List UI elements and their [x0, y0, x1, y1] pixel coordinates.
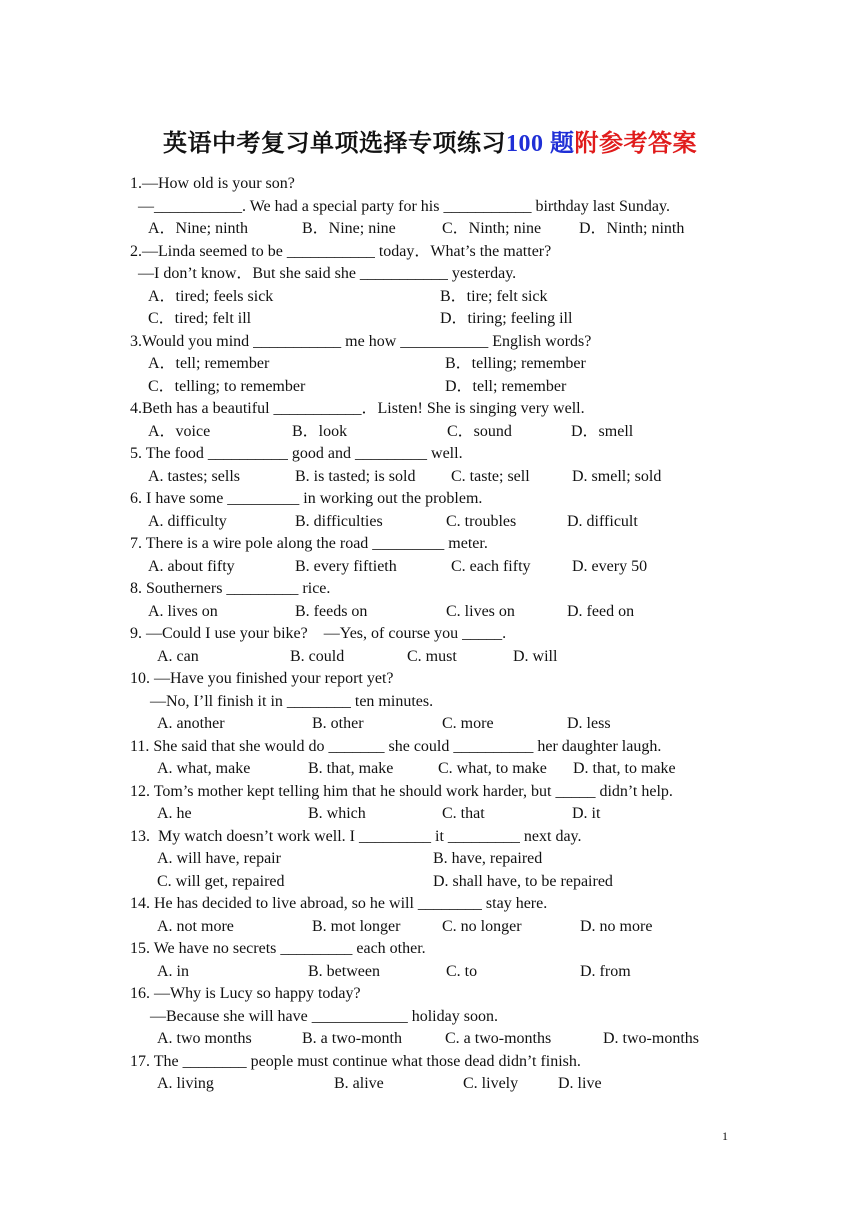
option-c: C. must — [407, 647, 457, 665]
option-b: B．tire; felt sick — [440, 287, 548, 305]
option-a: A. in — [157, 962, 189, 980]
option-c: C. what, to make — [438, 760, 547, 777]
option-b: B. that, make — [308, 760, 394, 777]
options-row — [130, 218, 750, 241]
options-row — [130, 713, 750, 736]
question-stem: 6. I have some _________ in working out the problem. — [130, 490, 483, 507]
question-list — [130, 173, 750, 1096]
option-c: C. each fifty — [451, 557, 531, 575]
option-b: B．Nine; nine — [302, 220, 396, 237]
option-b: B. is tasted; is sold — [295, 467, 416, 485]
question-stem: 2.—Linda seemed to be ___________ today．What’s the matter? — [130, 242, 552, 260]
option-d: D. two-months — [603, 1030, 699, 1047]
option-a: A. difficulty — [148, 512, 227, 530]
question-stem: 4.Beth has a beautiful ___________．Listen! She is singing very well. — [130, 400, 585, 417]
option-d: D. less — [567, 715, 611, 732]
options-row — [130, 353, 750, 376]
option-d: D. no more — [580, 917, 653, 935]
question-stem: 13. My watch doesn’t work well. I _________ it _________ next day. — [130, 827, 582, 845]
option-d: D. live — [558, 1075, 602, 1092]
option-a: A. two months — [157, 1030, 252, 1047]
option-d: D. from — [580, 962, 631, 980]
options-row — [130, 421, 750, 444]
option-c: C. troubles — [446, 512, 517, 530]
options-row — [130, 646, 750, 669]
option-b: B．look — [292, 422, 348, 440]
option-b: B. other — [312, 715, 364, 732]
question-stem: —No, I’ll finish it in ________ ten minutes. — [130, 692, 434, 710]
option-a: A. he — [157, 805, 192, 822]
options-row — [130, 848, 750, 871]
option-b: B. feeds on — [295, 602, 368, 620]
question-stem: 10. —Have you finished your report yet? — [130, 670, 394, 687]
option-c: C．tired; felt ill — [148, 310, 252, 327]
option-a: A. about fifty — [148, 557, 235, 575]
question-stem: 15. We have no secrets _________ each other. — [130, 940, 426, 957]
options-row — [130, 1028, 750, 1051]
option-b: B. every fiftieth — [295, 557, 397, 575]
question-stem: 5. The food __________ good and _________ well. — [130, 445, 463, 462]
question-stem: 12. Tom’s mother kept telling him that he should work harder, but _____ didn’t help. — [130, 782, 673, 800]
option-c: C. to — [446, 962, 478, 980]
options-row — [130, 871, 750, 894]
question-stem: 9. —Could I use your bike? —Yes, of course you _____. — [130, 625, 507, 642]
question-stem: 14. He has decided to live abroad, so he will ________ stay here. — [130, 895, 548, 912]
question-stem: —___________. We had a special party for his ___________ birthday last Sunday. — [130, 197, 670, 215]
option-c: C. lively — [463, 1075, 519, 1092]
option-b: B. could — [290, 647, 345, 665]
option-c: C. a two-months — [445, 1030, 552, 1047]
question-stem: 1.—How old is your son? — [130, 175, 295, 192]
options-row — [130, 803, 750, 826]
question-stem: 11. She said that she would do _______ she could __________ her daughter laugh. — [130, 737, 662, 755]
option-a: A. living — [157, 1075, 214, 1092]
option-d: D. feed on — [567, 602, 635, 620]
option-a: A．tell; remember — [148, 355, 270, 372]
option-d: D．smell — [571, 422, 634, 440]
question-stem: 16. —Why is Lucy so happy today? — [130, 985, 361, 1002]
options-row — [130, 286, 750, 309]
options-row — [130, 961, 750, 984]
option-b: B. between — [308, 962, 380, 980]
option-c: C．Ninth; nine — [442, 220, 542, 237]
option-a: A．tired; feels sick — [148, 287, 274, 305]
option-a: A. what, make — [157, 760, 251, 777]
option-b: B. have, repaired — [433, 850, 543, 867]
option-a: A．voice — [148, 422, 211, 440]
option-a: A. tastes; sells — [148, 467, 240, 485]
option-a: A. lives on — [148, 602, 218, 620]
option-d: D. it — [572, 805, 601, 822]
option-a: A. not more — [157, 917, 234, 935]
options-row — [130, 1073, 750, 1096]
options-row — [130, 601, 750, 624]
title-answers: 附参考答案 — [574, 131, 697, 157]
question-stem: —Because she will have ____________ holiday soon. — [130, 1007, 498, 1025]
option-c: C．telling; to remember — [148, 377, 306, 395]
option-d: D．Ninth; ninth — [579, 220, 685, 237]
question-stem: 3.Would you mind ___________ me how ___________ English words? — [130, 332, 592, 350]
page-number: 1 — [722, 1129, 728, 1143]
option-a: A. will have, repair — [157, 850, 281, 867]
options-row — [130, 376, 750, 399]
option-d: D. smell; sold — [572, 467, 662, 485]
question-stem: —I don’t know．But she said she ___________ yesterday. — [130, 265, 517, 282]
options-row — [130, 466, 750, 489]
options-row — [130, 511, 750, 534]
option-a: A. can — [157, 647, 199, 665]
options-row — [130, 308, 750, 331]
options-row — [130, 916, 750, 939]
option-b: B．telling; remember — [445, 355, 586, 372]
option-d: D. that, to make — [573, 760, 676, 777]
page-title — [0, 123, 860, 158]
option-d: D. difficult — [567, 512, 638, 530]
option-b: B. a two-month — [302, 1030, 402, 1047]
title-main: 英语中考复习单项选择专项练习 — [163, 131, 506, 157]
option-a: A．Nine; ninth — [148, 220, 248, 237]
option-c: C. taste; sell — [451, 467, 530, 485]
option-b: B. which — [308, 805, 366, 822]
option-a: A. another — [157, 715, 225, 732]
option-b: B. difficulties — [295, 512, 383, 530]
option-c: C. will get, repaired — [157, 872, 285, 890]
options-row — [130, 758, 750, 781]
option-b: B. alive — [334, 1075, 384, 1092]
option-c: C．sound — [447, 422, 512, 440]
option-d: D．tell; remember — [445, 377, 567, 395]
option-d: D. every 50 — [572, 557, 648, 575]
title-count: 100 题 — [506, 131, 575, 157]
option-c: C. no longer — [442, 917, 522, 935]
option-d: D．tiring; feeling ill — [440, 310, 573, 327]
option-b: B. mot longer — [312, 917, 401, 935]
option-d: D. will — [513, 647, 558, 665]
option-c: C. that — [442, 805, 485, 822]
options-row — [130, 556, 750, 579]
option-c: C. lives on — [446, 602, 515, 620]
question-stem: 7. There is a wire pole along the road _________ meter. — [130, 535, 488, 552]
option-d: D. shall have, to be repaired — [433, 872, 613, 890]
question-stem: 17. The ________ people must continue what those dead didn’t finish. — [130, 1052, 581, 1070]
option-c: C. more — [442, 715, 494, 732]
question-stem: 8. Southerners _________ rice. — [130, 580, 331, 597]
